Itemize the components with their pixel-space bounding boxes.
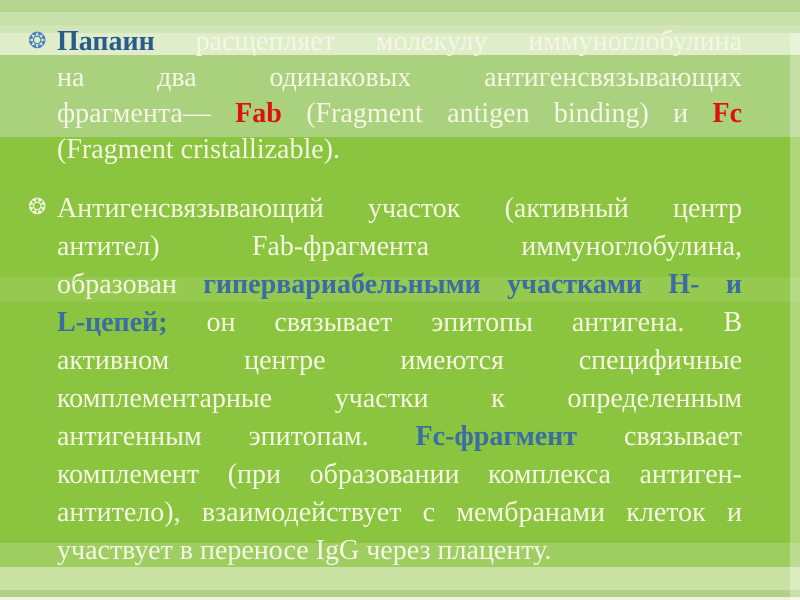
- text-run: комплементарные участки к определенным: [57, 383, 742, 414]
- text-run: антигенным эпитопам.: [57, 421, 416, 452]
- highlight-run-blue: L-цепей;: [57, 307, 168, 338]
- text-run: образован: [57, 269, 204, 300]
- sun-bullet-icon: ❂: [28, 195, 47, 220]
- text-line: [57, 304, 742, 342]
- text-line: [57, 96, 742, 132]
- text-run: на два одинаковых антигенсвязывающих: [57, 62, 742, 93]
- text-run: расщепляет молекулу иммуноглобулина: [154, 26, 742, 57]
- text-line: [57, 266, 742, 304]
- text-run: связывает: [577, 421, 742, 452]
- text-run: активном центре имеются специфичные: [57, 345, 742, 376]
- text-line: [57, 190, 742, 228]
- text-run: участвует в переносе IgG через плаценту.: [57, 535, 552, 566]
- bullet-paragraph-2: [28, 190, 742, 570]
- highlight-run-navy: Папаин: [57, 26, 155, 57]
- bg-right-edge-strip: [790, 33, 800, 600]
- text-line: [57, 532, 742, 570]
- highlight-run-blue: Fc-фрагмент: [415, 421, 578, 452]
- paragraph-text: [57, 24, 742, 168]
- sun-bullet-icon: ❂: [28, 29, 47, 54]
- paragraph-text: [57, 190, 742, 570]
- text-line: [57, 228, 742, 266]
- text-line: [57, 418, 742, 456]
- text-run: он связывает эпитопы антигена. В: [167, 307, 742, 338]
- highlight-run-red: Fab: [235, 98, 282, 129]
- text-run: антитело), взаимодействует с мембранами клеток и: [57, 497, 742, 528]
- highlight-run-red: Fc: [712, 98, 742, 129]
- bg-stripe-bottom-3: [0, 590, 800, 597]
- text-line: [57, 24, 742, 60]
- highlight-run-blue: гипервариабельными участками H- и: [203, 269, 742, 300]
- bg-stripe-top-1: [0, 0, 800, 12]
- text-line: [57, 494, 742, 532]
- text-run: антител) Fab-фрагмента иммуноглобулина,: [57, 231, 742, 262]
- text-line: [57, 132, 742, 168]
- text-run: (Fragment antigen binding) и: [281, 98, 713, 129]
- text-line: [57, 456, 742, 494]
- text-run: (Fragment cristallizable).: [57, 134, 340, 165]
- bg-stripe-bottom-2: [0, 567, 800, 590]
- text-line: [57, 380, 742, 418]
- text-run: комплемент (при образовании комплекса антиген-: [57, 459, 742, 490]
- text-run: фрагмента—: [57, 98, 236, 129]
- text-line: [57, 342, 742, 380]
- text-run: Антигенсвязывающий участок (активный центр: [57, 193, 742, 224]
- bullet-paragraph-1: [28, 24, 742, 168]
- text-line: [57, 60, 742, 96]
- slide-body-text: [28, 24, 742, 570]
